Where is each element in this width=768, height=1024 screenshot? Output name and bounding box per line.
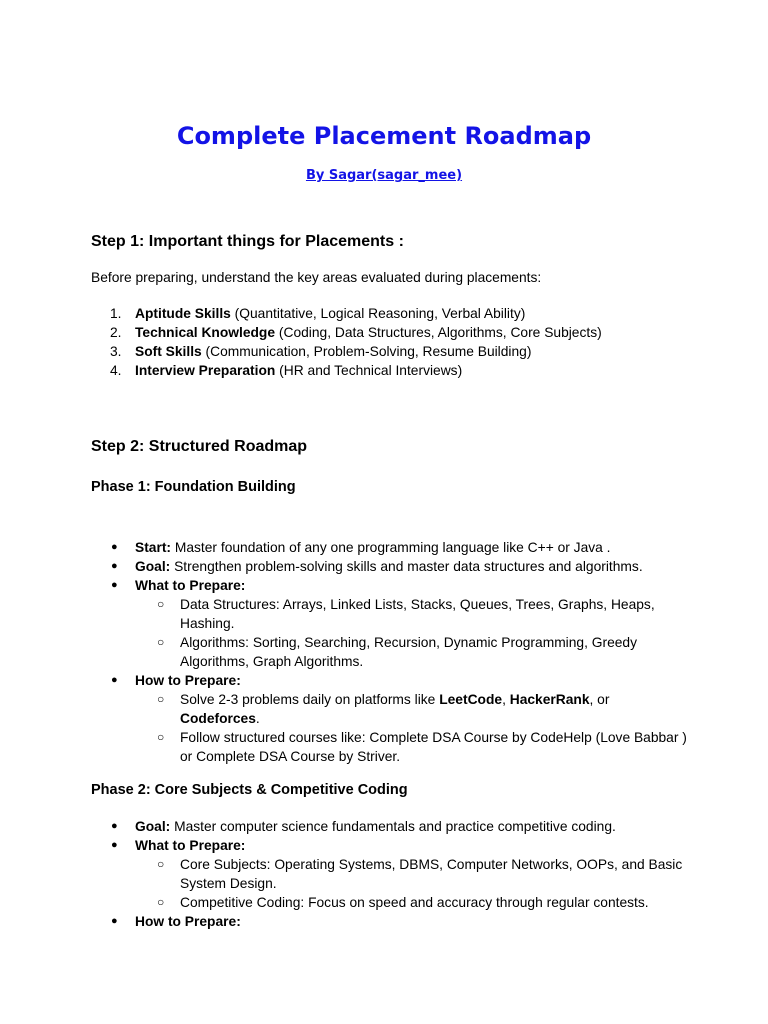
phase1-what-sublist xyxy=(90,595,690,671)
list-item: ● Start: Master foundation of any one programming language like C++ or Java . xyxy=(111,540,611,555)
list-item: ● What to Prepare: ○ Core Subjects: Operating Systems, DBMS, Computer Networks, OOPs, and Basic System Design. ○ Competitive Coding: Focus on speed and accuracy through regular contests. xyxy=(90,836,690,912)
phase2-list xyxy=(90,817,690,931)
sub-bullet-icon: ○ xyxy=(157,857,165,871)
leetcode-text: LeetCode xyxy=(439,692,503,707)
step1-intro: Before preparing, understand the key areas evaluated during placements: xyxy=(91,270,542,285)
list-item: ○ Core Subjects: Operating Systems, DBMS, Computer Networks, OOPs, and Basic System Design. xyxy=(157,857,683,891)
phase2-what-sublist xyxy=(90,855,690,912)
list-item: ● How to Prepare: xyxy=(111,914,241,929)
bullet-icon: ● xyxy=(111,915,118,927)
list-item: ● How to Prepare: ○ Solve 2-3 problems daily on platforms like LeetCode, HackerRank, or Codeforces. ○ Follow structured courses like: Complete DSA Course by CodeHelp (Love Babbar ) or Complete DSA Course by Striver. xyxy=(90,671,690,766)
codeforces-text: Codeforces xyxy=(180,711,256,726)
sub-bullet-icon: ○ xyxy=(157,730,165,744)
list-item: ● What to Prepare: ○ Data Structures: Arrays, Linked Lists, Stacks, Queues, Trees, Graphs, Heaps, Hashing. ○ Algorithms: Sorting, Searching, Recursion, Dynamic Programming, Greedy Algorithms, Graph Algorithms. xyxy=(90,576,690,671)
step1-heading: Step 1: Important things for Placements : xyxy=(91,233,404,250)
list-item: 1. Aptitude Skills (Quantitative, Logical Reasoning, Verbal Ability) xyxy=(110,306,526,321)
phase1-how-sublist xyxy=(90,690,690,766)
list-item: 2. Technical Knowledge (Coding, Data Structures, Algorithms, Core Subjects) xyxy=(110,325,602,340)
hackerrank-text: HackerRank xyxy=(509,692,590,707)
list-item: ○ Data Structures: Arrays, Linked Lists, Stacks, Queues, Trees, Graphs, Heaps, Hashing. xyxy=(157,597,655,631)
phase1-list xyxy=(90,538,690,766)
list-item: ○ Follow structured courses like: Complete DSA Course by CodeHelp (Love Babbar ) or Complete DSA Course by Striver. xyxy=(157,730,687,764)
bullet-icon: ● xyxy=(111,560,118,572)
list-item: ○ Competitive Coding: Focus on speed and accuracy through regular contests. xyxy=(157,895,649,910)
list-item: 3. Soft Skills (Communication, Problem-Solving, Resume Building) xyxy=(110,344,532,359)
sub-bullet-icon: ○ xyxy=(157,895,165,909)
bullet-icon: ● xyxy=(111,579,118,591)
list-item: ● Goal: Strengthen problem-solving skills and master data structures and algorithms. xyxy=(111,559,643,574)
list-item: ● Goal: Master computer science fundamentals and practice competitive coding. xyxy=(111,819,616,834)
bullet-icon: ● xyxy=(111,820,118,832)
sub-bullet-icon: ○ xyxy=(157,692,165,706)
bullet-icon: ● xyxy=(111,541,118,553)
phase1-heading: Phase 1: Foundation Building xyxy=(91,479,296,495)
document-title: Complete Placement Roadmap xyxy=(176,122,592,150)
author-link[interactable]: By Sagar(sagar_mee) xyxy=(305,168,463,183)
sub-bullet-icon: ○ xyxy=(157,597,165,611)
key-areas-list xyxy=(90,304,710,380)
list-item: ○ Solve 2-3 problems daily on platforms like LeetCode, HackerRank, or Codeforces. xyxy=(157,692,610,726)
phase2-heading: Phase 2: Core Subjects & Competitive Coding xyxy=(91,782,408,798)
bullet-icon: ● xyxy=(111,839,118,851)
list-item: ○ Algorithms: Sorting, Searching, Recursion, Dynamic Programming, Greedy Algorithms, Graph Algorithms. xyxy=(157,635,638,669)
list-item: 4. Interview Preparation (HR and Technical Interviews) xyxy=(110,363,463,378)
bullet-icon: ● xyxy=(111,674,118,686)
author-byline xyxy=(0,168,768,183)
sub-bullet-icon: ○ xyxy=(157,635,165,649)
step2-heading: Step 2: Structured Roadmap xyxy=(91,438,308,455)
